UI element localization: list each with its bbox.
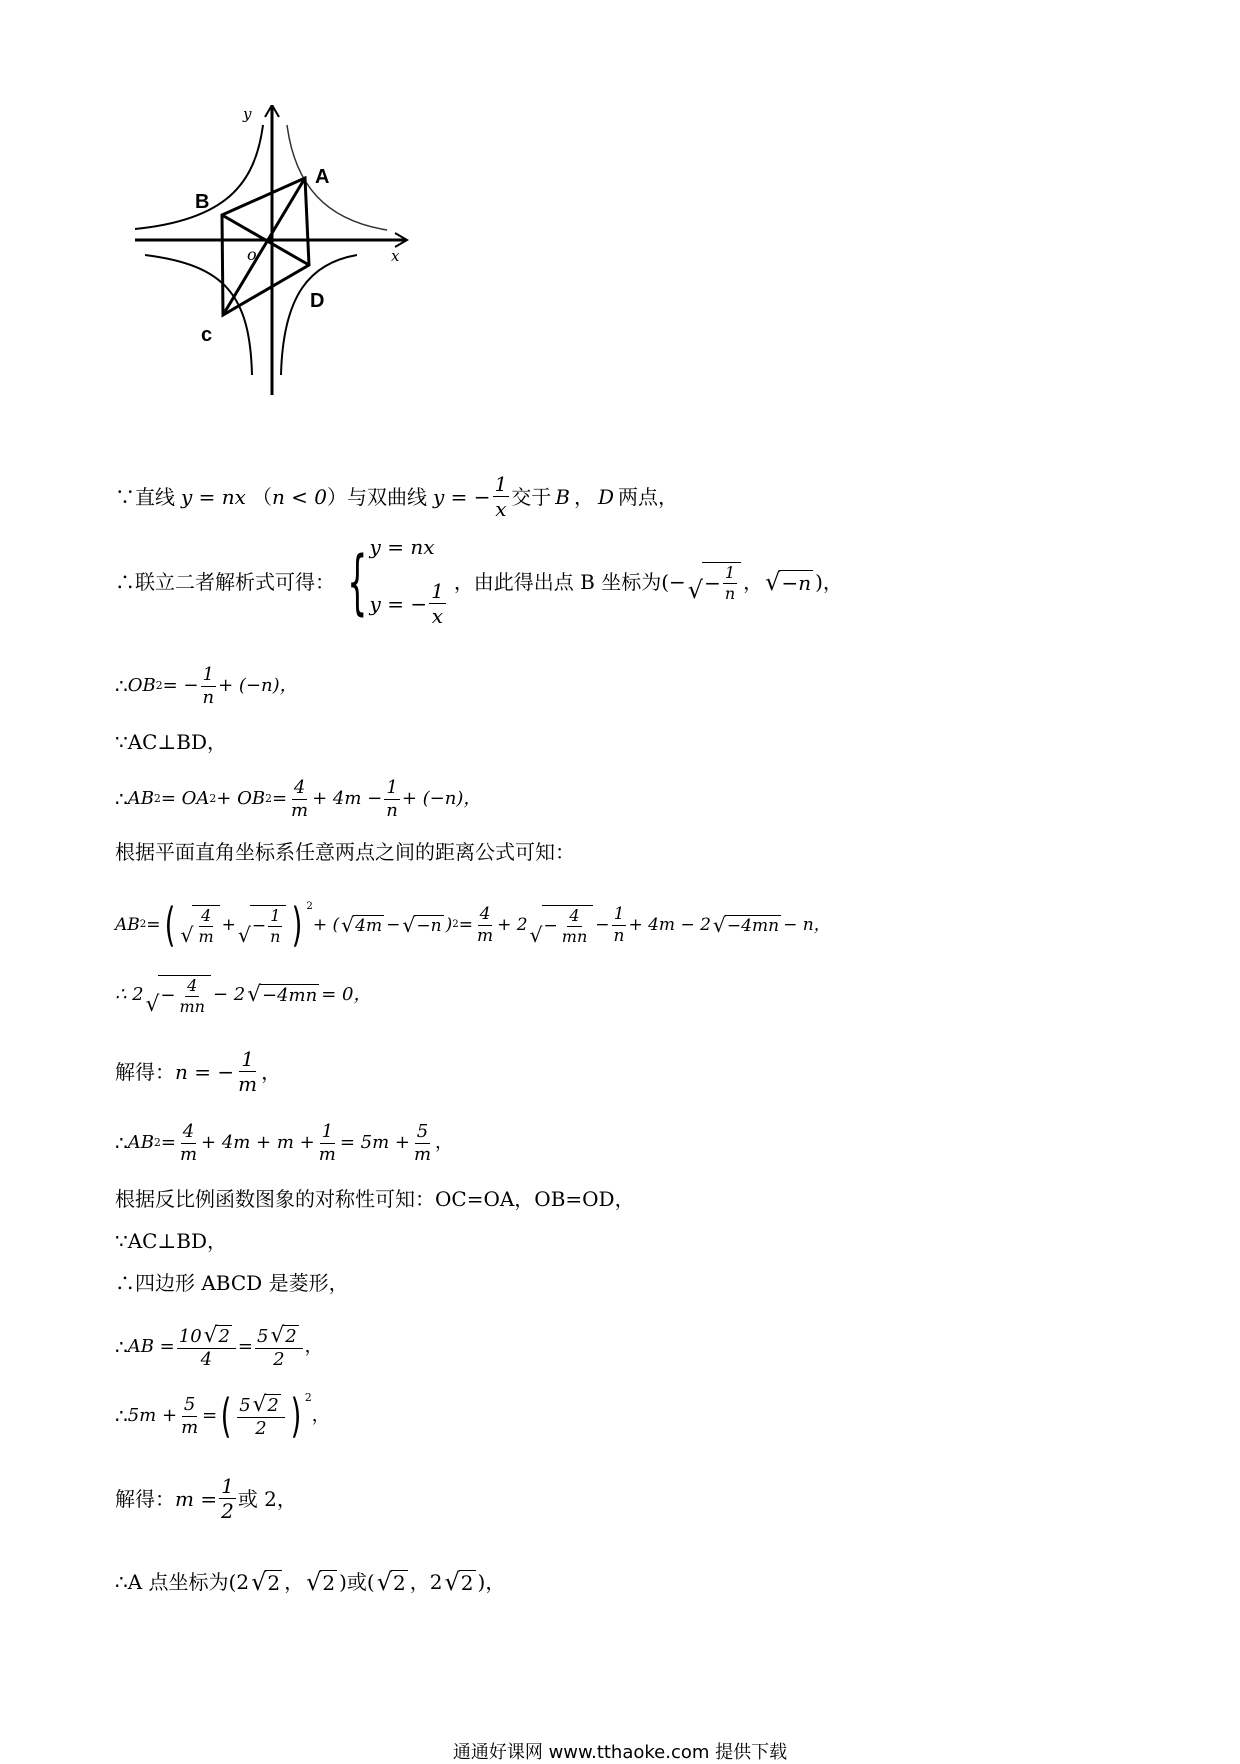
- radicand: 2: [460, 1571, 474, 1595]
- math: y = nx: [181, 484, 246, 509]
- coef: 5: [256, 1326, 269, 1348]
- denominator: n: [202, 686, 215, 708]
- paren: (: [220, 1389, 232, 1443]
- label-y-axis: y: [243, 105, 252, 123]
- math: − n，: [783, 914, 831, 935]
- math: B: [555, 484, 570, 509]
- solution-line-4: ∵AC⊥BD，: [115, 730, 228, 754]
- math: y = −: [369, 591, 428, 616]
- sqrt: √ −4mn: [712, 912, 780, 937]
- math: =: [160, 1132, 176, 1154]
- paren: ): [290, 1389, 302, 1443]
- numerator: 1: [270, 905, 281, 925]
- solution-line-1: [115, 473, 678, 520]
- exponent: 2: [139, 918, 147, 930]
- text: 交于: [511, 484, 552, 509]
- coef: 5: [239, 1394, 251, 1416]
- solution-line-7: [115, 898, 831, 952]
- math: −n: [781, 571, 812, 595]
- text: ∴A 点坐标为(2: [115, 1570, 250, 1594]
- sqrt: √ 2: [251, 1568, 281, 1596]
- text: 解得：: [115, 1486, 175, 1511]
- fraction: [612, 905, 627, 945]
- math: ∴ 2: [115, 984, 144, 1006]
- math: m =: [175, 1486, 218, 1511]
- fraction: [196, 907, 215, 945]
- text: 两点，: [618, 484, 679, 509]
- denominator: 4: [200, 1349, 213, 1370]
- numerator: [177, 1325, 236, 1349]
- math: +: [221, 914, 236, 935]
- fraction: [493, 473, 510, 520]
- fraction: [178, 977, 207, 1015]
- math: + 4m − 2: [628, 914, 711, 935]
- math: AB =: [127, 1336, 175, 1358]
- sqrt: √ −n: [765, 568, 812, 596]
- solution-line-12: ∵AC⊥BD，: [115, 1229, 228, 1253]
- denominator: m: [291, 799, 309, 821]
- numerator: 4: [293, 777, 306, 798]
- radicand: 2: [267, 1394, 279, 1416]
- sqrt: √ 2: [252, 1391, 279, 1417]
- numerator: 1: [431, 579, 444, 603]
- numerator: 1: [321, 1121, 334, 1142]
- fraction: [412, 1122, 433, 1165]
- math: =: [271, 788, 288, 810]
- equation-1: y = nx: [369, 535, 435, 559]
- solution-line-8: [115, 975, 371, 1015]
- fraction: [429, 580, 446, 627]
- math: y = −: [433, 484, 491, 509]
- sqrt: √ − $\frac{1}{n}$: [688, 562, 741, 602]
- math: = 0，: [321, 984, 372, 1006]
- label-origin: o: [247, 245, 257, 264]
- exponent: 2: [265, 791, 272, 805]
- denominator: m: [179, 1143, 198, 1165]
- text: ∴: [115, 787, 128, 812]
- sqrt: √ 4m: [341, 912, 383, 937]
- math: + 4m −: [312, 788, 383, 810]
- numerator: 4: [187, 976, 198, 995]
- text: )，: [477, 1570, 506, 1594]
- numerator: 1: [221, 1474, 234, 1498]
- numerator: 4: [200, 905, 212, 925]
- label-d: D: [310, 290, 325, 312]
- text: ∴联立二者解析式可得：: [115, 570, 335, 594]
- label-x-axis: x: [391, 247, 400, 265]
- sqrt: √ 2: [306, 1568, 336, 1596]
- text: ∴: [115, 1131, 128, 1156]
- hyperbola-diagram: [125, 105, 465, 445]
- solution-line-10: [115, 1122, 453, 1165]
- radicand: 2: [267, 1571, 281, 1595]
- numerator: [255, 1325, 303, 1349]
- fraction: [475, 905, 495, 945]
- numerator: 4: [569, 905, 580, 925]
- paren: (: [164, 898, 175, 952]
- math: −4mn: [726, 915, 780, 936]
- math: 5m +: [127, 1405, 178, 1426]
- exponent: 2: [153, 791, 161, 805]
- numerator: 1: [202, 664, 214, 685]
- math: + 2: [497, 914, 528, 935]
- sqrt: √ − $\frac{1}{n}$: [238, 905, 287, 945]
- fraction: [723, 564, 737, 602]
- denominator: n: [386, 799, 398, 821]
- numerator: 1: [724, 562, 736, 582]
- denominator: 2: [255, 1417, 267, 1439]
- numerator: 5: [183, 1393, 196, 1415]
- denominator: m: [238, 1072, 258, 1096]
- hyperbola-branch-q3: [145, 255, 252, 375]
- text: （: [251, 484, 272, 509]
- solution-line-9: [115, 1048, 281, 1095]
- denominator: m: [476, 925, 494, 946]
- fraction: [560, 907, 589, 945]
- solution-line-11: 根据反比例函数图象的对称性可知：OC=OA，OB=OD，: [115, 1187, 635, 1211]
- text: ，: [435, 1132, 454, 1154]
- math: ): [445, 914, 453, 935]
- sqrt: √ − $\frac{4}{mn}$: [146, 975, 211, 1015]
- text: ，: [311, 1405, 330, 1426]
- numerator: 1: [386, 777, 398, 798]
- radicand: 2: [322, 1571, 336, 1595]
- coef: 10: [178, 1326, 202, 1348]
- math: − 2: [212, 984, 246, 1006]
- fraction: [255, 1325, 303, 1370]
- page-footer: 通通好课网 www.tthaoke.com 提供下载: [452, 1742, 788, 1763]
- text: ，2: [409, 1570, 443, 1594]
- math: = 5m +: [339, 1132, 410, 1154]
- denominator: 2: [221, 1499, 234, 1523]
- equation-system: [370, 537, 448, 627]
- math: D: [597, 484, 615, 509]
- text: )，: [815, 570, 843, 594]
- denominator: m: [413, 1143, 432, 1165]
- fraction: [237, 1391, 285, 1439]
- denominator: n: [270, 926, 281, 946]
- solution-line-15: [115, 1389, 330, 1443]
- solution-line-16: [115, 1475, 297, 1522]
- fraction: [177, 1325, 236, 1370]
- math: + (: [312, 914, 340, 935]
- text: 或 2，: [237, 1486, 297, 1511]
- text: ，由此得出点 B 坐标为(−: [453, 570, 686, 594]
- denominator: 2: [273, 1349, 285, 1370]
- math: AB: [127, 1132, 154, 1154]
- denominator: x: [495, 497, 507, 521]
- text: ，: [743, 570, 764, 594]
- math: OB: [127, 675, 156, 697]
- sqrt: √ −n: [402, 912, 442, 937]
- math: −: [386, 914, 401, 935]
- math: −: [160, 985, 176, 1007]
- exponent: 2: [155, 678, 163, 692]
- numerator: 1: [494, 472, 508, 496]
- exponent: 2: [304, 1391, 312, 1404]
- math: = −: [162, 675, 199, 697]
- math: AB: [127, 788, 154, 810]
- hyperbola-branch-q1: [287, 125, 387, 230]
- math: =: [202, 1405, 218, 1426]
- radicand: 2: [218, 1326, 230, 1347]
- denominator: m: [318, 1143, 336, 1165]
- numerator: 1: [613, 903, 625, 924]
- diagonal-ac: [223, 178, 305, 315]
- sqrt: √ $\frac{4}{m}$: [180, 905, 219, 945]
- math: −: [595, 914, 610, 935]
- exponent: 2: [153, 1135, 161, 1149]
- text: ，: [573, 484, 594, 509]
- text: 解得：: [115, 1059, 175, 1084]
- text: ∴: [115, 1404, 128, 1428]
- sqrt: √ 2: [203, 1323, 230, 1349]
- label-b: B: [195, 191, 210, 213]
- numerator: 5: [416, 1121, 429, 1142]
- hyperbola-branch-q2: [135, 125, 263, 229]
- text: )或(: [339, 1570, 375, 1594]
- fraction: [219, 1475, 236, 1522]
- math: + (−n)，: [218, 675, 298, 697]
- denominator: x: [431, 604, 444, 628]
- solution-line-6: 根据平面直角坐标系任意两点之间的距离公式可知：: [115, 840, 575, 864]
- text: ∴: [115, 674, 128, 699]
- denominator: n: [613, 925, 625, 946]
- solution-line-2: [115, 537, 843, 627]
- sqrt: √ 2: [444, 1568, 474, 1596]
- denominator: m: [198, 926, 214, 946]
- exponent: 2: [452, 918, 459, 930]
- fraction: [384, 778, 400, 821]
- sqrt: √ − $\frac{4}{mn}$: [530, 905, 594, 945]
- numerator: 1: [241, 1047, 254, 1071]
- math: AB: [115, 914, 140, 935]
- coordinate-figure: [125, 105, 465, 445]
- solution-line-5: [115, 778, 481, 821]
- solution-line-17: [115, 1570, 505, 1594]
- math: −: [251, 915, 267, 936]
- fraction: [268, 907, 282, 945]
- math: =: [237, 1336, 253, 1358]
- math: −: [704, 571, 721, 595]
- math: = OA: [160, 788, 210, 810]
- text: ∴: [115, 1335, 128, 1360]
- math: −4mn: [262, 985, 318, 1007]
- math: + (−n)，: [401, 788, 482, 810]
- math: 4m: [355, 915, 383, 936]
- math: + OB: [216, 788, 266, 810]
- text: ，: [284, 1570, 305, 1594]
- math: n < 0: [271, 484, 328, 509]
- fraction: [317, 1122, 338, 1165]
- sqrt: √ 2: [270, 1323, 297, 1349]
- math: −n: [416, 915, 442, 936]
- brace: {: [347, 541, 368, 623]
- equation-2: [370, 580, 448, 627]
- label-c: c: [201, 324, 213, 346]
- label-a: A: [315, 166, 330, 188]
- fraction: [179, 1395, 200, 1438]
- numerator: [237, 1391, 285, 1418]
- exponent: 2: [306, 901, 313, 912]
- fraction: [236, 1048, 259, 1095]
- sqrt: √ −4mn: [247, 982, 318, 1008]
- fraction: [289, 778, 310, 821]
- math: n = −: [175, 1059, 235, 1084]
- denominator: mn: [179, 996, 205, 1016]
- text: ，: [261, 1059, 282, 1084]
- text: ，: [304, 1336, 323, 1358]
- solution-line-14: [115, 1325, 323, 1370]
- exponent: 2: [209, 791, 217, 805]
- math: + 4m + m +: [201, 1132, 315, 1154]
- math: −: [543, 915, 558, 936]
- denominator: n: [724, 583, 736, 603]
- text: ∵直线: [115, 484, 175, 509]
- fraction: [178, 1122, 199, 1165]
- math: =: [458, 914, 473, 935]
- radicand: 2: [285, 1326, 297, 1347]
- solution-line-3: [115, 665, 298, 708]
- denominator: m: [181, 1416, 199, 1438]
- denominator: mn: [561, 926, 588, 946]
- solution-line-13: ∴四边形 ABCD 是菱形，: [115, 1271, 349, 1295]
- text: ）与双曲线: [327, 484, 428, 509]
- radicand: 2: [393, 1571, 406, 1595]
- paren: ): [292, 898, 303, 952]
- math: =: [146, 914, 161, 935]
- fraction: [200, 665, 216, 708]
- sqrt: √ 2: [376, 1568, 406, 1596]
- numerator: 4: [479, 903, 491, 924]
- numerator: 4: [182, 1121, 195, 1142]
